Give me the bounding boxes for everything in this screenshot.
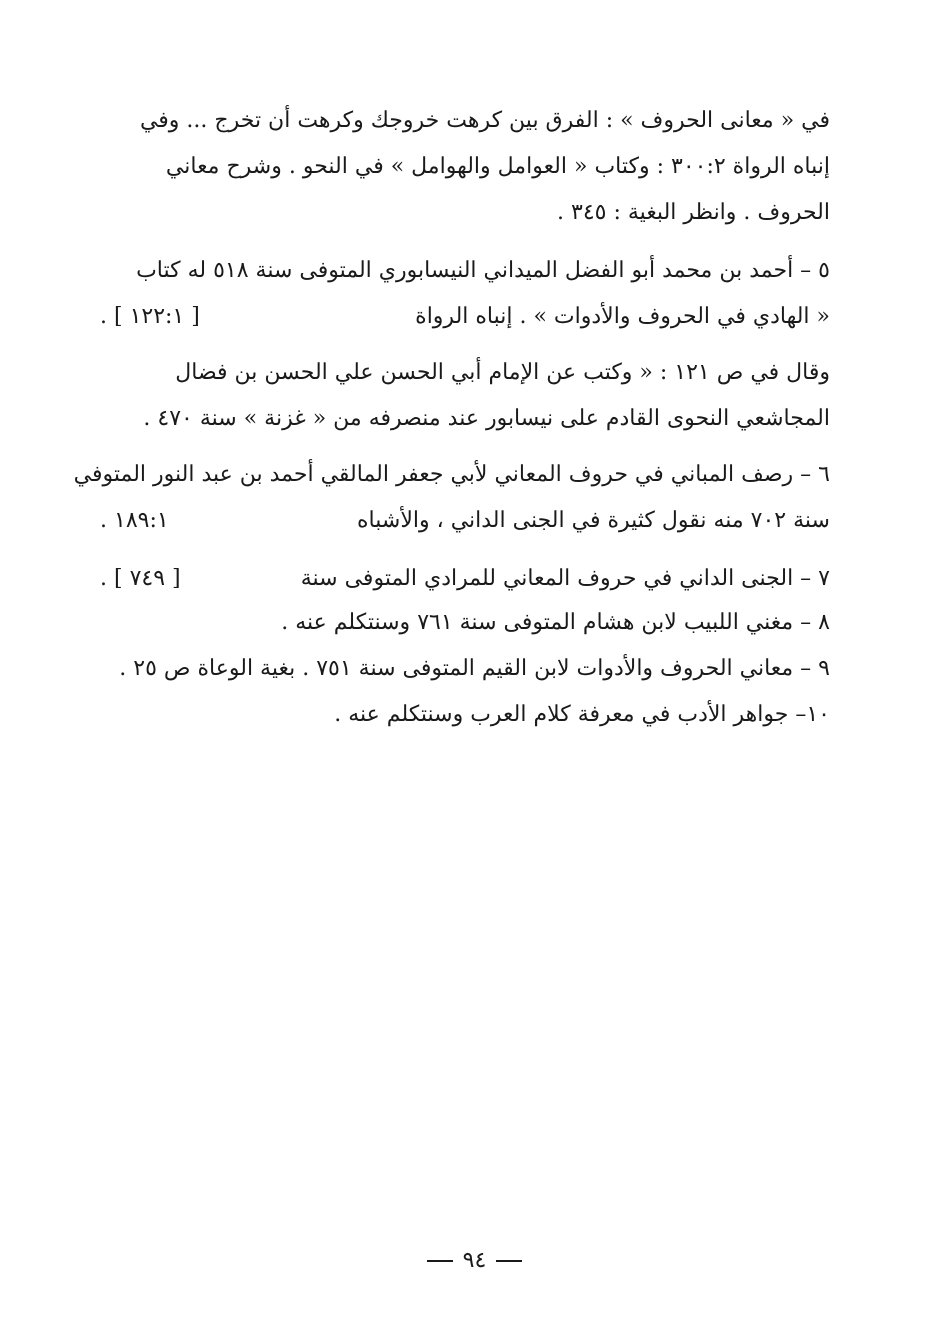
text-line-split xyxy=(100,498,830,544)
text-line: وقال في ص ١٢١ : « وكتب عن الإمام أبي الحسن علي الحسن بن فضال xyxy=(175,360,830,385)
text-line: المجاشعي النحوى القادم على نيسابور عند منصرفه من « غزنة » سنة ٤٧٠ . xyxy=(143,406,830,431)
page-number-value: ٩٤ xyxy=(462,1248,487,1273)
text-line: ٦ – رصف المباني في حروف المعاني لأبي جعفر المالقي أحمد بن عبد النور المتوفي xyxy=(73,462,830,487)
text-line: في « معانى الحروف » : الفرق بين كرهت خروجك وكرهت أن تخرج ... وفي xyxy=(139,108,830,133)
paragraph-items-8-10 xyxy=(100,600,830,738)
text-line-main: « الهادي في الحروف والأدوات » . إنباه الرواة xyxy=(415,304,830,329)
citation-reference: ١٨٩:١ . xyxy=(100,508,169,533)
paragraph-item-7 xyxy=(100,556,830,602)
text-line: ٨ – مغني اللبيب لابن هشام المتوفى سنة ٧٦١ وسنتكلم عنه . xyxy=(281,610,830,635)
text-line-main: ٧ – الجنى الداني في حروف المعاني للمرادي المتوفى سنة xyxy=(300,566,830,591)
text-line: ٩ – معاني الحروف والأدوات لابن القيم المتوفى سنة ٧٥١ . بغية الوعاة ص ٢٥ . xyxy=(119,656,830,681)
paragraph-1 xyxy=(100,98,830,236)
citation-reference: [ ٧٤٩ ] . xyxy=(100,566,181,591)
paragraph-item-5 xyxy=(100,248,830,340)
citation-reference: [ ١٢٢:١ ] . xyxy=(100,304,200,329)
page-number xyxy=(0,1248,949,1273)
dash-decoration xyxy=(496,1260,522,1262)
text-line-main: سنة ٧٠٢ منه نقول كثيرة في الجنى الداني ، والأشباه xyxy=(357,508,830,533)
paragraph-item-6 xyxy=(73,452,830,544)
text-line: ٥ – أحمد بن محمد أبو الفضل الميداني النيسابوري المتوفى سنة ٥١٨ له كتاب xyxy=(136,258,830,283)
text-line: الحروف . وانظر البغية : ٣٤٥ . xyxy=(557,200,830,225)
text-line-split xyxy=(100,556,830,602)
text-line: ١٠– جواهر الأدب في معرفة كلام العرب وسنتكلم عنه . xyxy=(334,702,830,727)
dash-decoration xyxy=(427,1260,453,1262)
text-line-split xyxy=(100,294,830,340)
text-line: إنباه الرواة ٣٠٠:٢ : وكتاب « العوامل والهوامل » في النحو . وشرح معاني xyxy=(165,154,830,179)
paragraph-quote xyxy=(100,350,830,442)
